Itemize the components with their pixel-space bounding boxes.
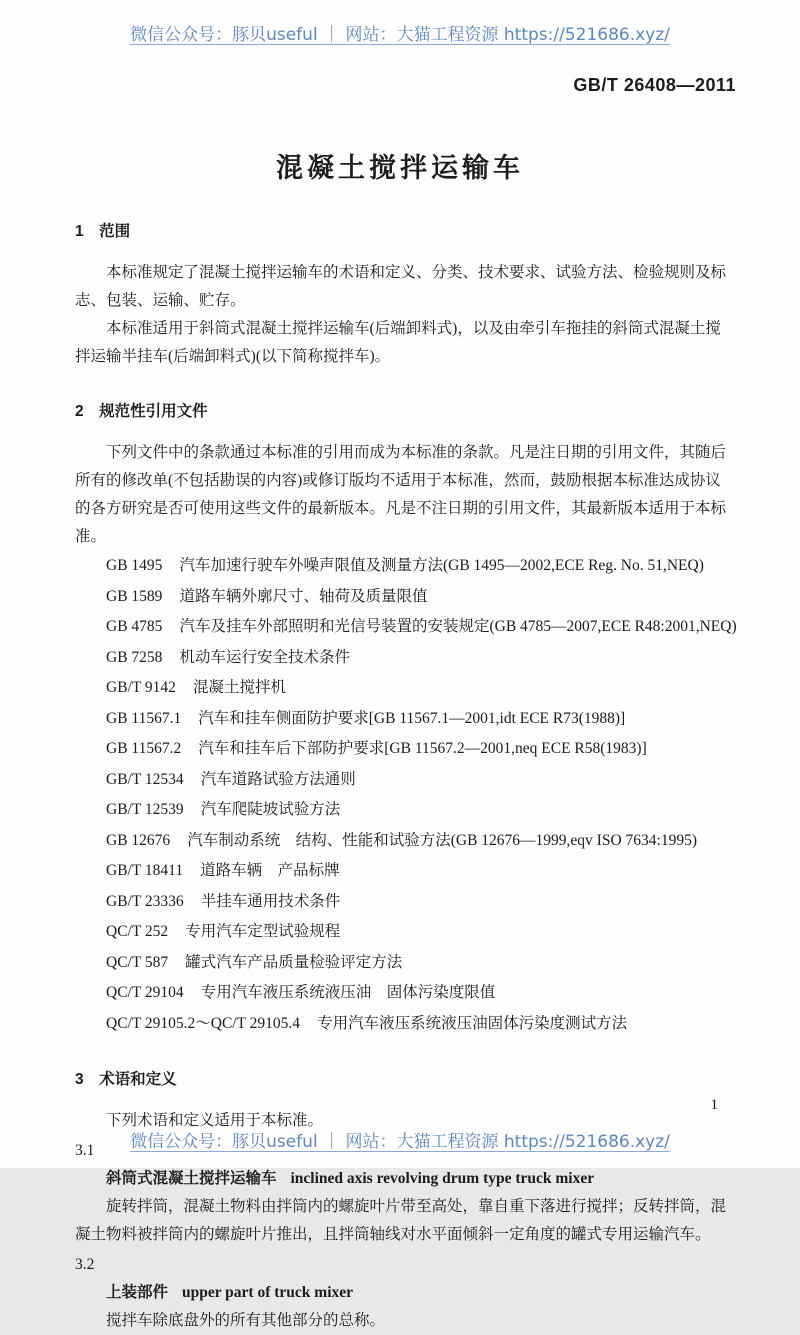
reference-item bbox=[106, 856, 736, 887]
term-zh: 上装部件 bbox=[106, 1284, 169, 1301]
reference-item bbox=[106, 978, 736, 1009]
document-body bbox=[75, 218, 736, 1335]
reference-title: 专用汽车液压系统液压油固体污染度测试方法 bbox=[317, 1014, 628, 1032]
reference-item bbox=[106, 1009, 736, 1040]
reference-code: GB 7258 bbox=[106, 648, 163, 666]
term-definition-3-2: 搅拌车除底盘外的所有其他部分的总称。 bbox=[106, 1312, 386, 1329]
reference-title: 汽车爬陡坡试验方法 bbox=[200, 801, 341, 818]
term-zh: 斜筒式混凝土搅拌运输车 bbox=[106, 1170, 277, 1187]
reference-title: 道路车辆 产品标牌 bbox=[200, 862, 340, 879]
reference-code: GB/T 12539 bbox=[106, 801, 184, 818]
term-heading-3-1 bbox=[75, 1165, 736, 1193]
section-2-intro: 下列文件中的条款通过本标准的引用而成为本标准的条款。凡是注日期的引用文件，其随后所有的修改单(不包括勘误的内容)或修订版均不适用于本标准，然而，鼓励根据本标准达成协议的各方研究是否可使用这些文件的最新版本。凡是不注日期的引用文件，其最新版本适用于本标准。 bbox=[75, 444, 727, 545]
reference-item bbox=[106, 704, 736, 735]
reference-title: 汽车和挂车后下部防护要求[GB 11567.2—2001,neq ECE R58(1983)] bbox=[198, 740, 647, 757]
reference-item bbox=[106, 887, 736, 918]
reference-list bbox=[75, 551, 736, 1039]
section-1-heading: 1 范围 bbox=[75, 223, 131, 240]
reference-code: GB 11567.1 bbox=[106, 709, 182, 727]
reference-item bbox=[106, 734, 736, 765]
reference-code: QC/T 29105.2～QC/T 29105.4 bbox=[106, 1014, 301, 1032]
reference-item bbox=[106, 612, 736, 643]
watermark-bottom: 微信公众号：豚贝useful ｜ 网站：大猫工程资源 https://521686.xyz/ bbox=[130, 1132, 670, 1152]
reference-code: GB 12676 bbox=[106, 831, 171, 849]
reference-item bbox=[106, 765, 736, 796]
reference-title: 半挂车通用技术条件 bbox=[200, 892, 341, 910]
reference-item bbox=[106, 551, 736, 582]
term-definition-3-1: 旋转拌筒，混凝土物料由拌筒内的螺旋叶片带至高处，靠自重下落进行搅拌；反转拌筒，混凝土物料被拌筒内的螺旋叶片推出，且拌筒轴线对水平面倾斜一定角度的罐式专用运输汽车。 bbox=[75, 1198, 727, 1243]
section-3-heading: 3 术语和定义 bbox=[75, 1071, 177, 1088]
term-en: upper part of truck mixer bbox=[181, 1284, 354, 1301]
reference-code: GB 1589 bbox=[106, 587, 163, 605]
reference-title: 专用汽车液压系统液压油 固体污染度限值 bbox=[200, 984, 496, 1001]
section-1-paragraph-2: 本标准适用于斜筒式混凝土搅拌运输车(后端卸料式)，以及由牵引车拖挂的斜筒式混凝土搅拌运输半挂车(后端卸料式)(以下简称搅拌车)。 bbox=[75, 320, 721, 365]
section-3-intro: 下列术语和定义适用于本标准。 bbox=[106, 1112, 324, 1129]
reference-code: GB/T 18411 bbox=[106, 862, 184, 879]
reference-item bbox=[106, 948, 736, 979]
reference-code: GB 4785 bbox=[106, 618, 163, 635]
reference-code: GB/T 12534 bbox=[106, 770, 184, 788]
reference-title: 汽车制动系统 结构、性能和试验方法(GB 12676—1999,eqv ISO 7634:1995) bbox=[187, 831, 697, 849]
reference-item bbox=[106, 826, 736, 857]
reference-item bbox=[106, 673, 736, 704]
reference-code: GB/T 23336 bbox=[106, 892, 184, 910]
reference-item bbox=[106, 917, 736, 948]
reference-title: 混凝土搅拌机 bbox=[192, 679, 286, 696]
reference-code: GB 1495 bbox=[106, 557, 163, 574]
section-2-heading: 2 规范性引用文件 bbox=[75, 403, 208, 420]
reference-title: 专用汽车定型试验规程 bbox=[185, 923, 341, 940]
reference-code: QC/T 587 bbox=[106, 953, 169, 971]
watermark-top: 微信公众号：豚贝useful ｜ 网站：大猫工程资源 https://521686.xyz/ bbox=[130, 25, 670, 45]
reference-code: QC/T 29104 bbox=[106, 984, 184, 1001]
term-heading-3-2 bbox=[75, 1279, 736, 1307]
reference-code: GB/T 9142 bbox=[106, 679, 176, 696]
reference-code: QC/T 252 bbox=[106, 923, 169, 940]
standard-number: GB/T 26408—2011 bbox=[573, 75, 736, 95]
reference-title: 机动车运行安全技术条件 bbox=[179, 648, 350, 666]
reference-title: 汽车和挂车侧面防护要求[GB 11567.1—2001,idt ECE R73(1988)] bbox=[198, 709, 626, 727]
reference-item bbox=[106, 582, 736, 613]
reference-title: 汽车加速行驶车外噪声限值及测量方法(GB 1495—2002,ECE Reg. No. 51,NEQ) bbox=[179, 557, 704, 574]
term-en: inclined axis revolving drum type truck mixer bbox=[290, 1170, 595, 1187]
reference-title: 罐式汽车产品质量检验评定方法 bbox=[185, 953, 403, 971]
reference-title: 道路车辆外廓尺寸、轴荷及质量限值 bbox=[179, 587, 428, 605]
page-number: 1 bbox=[710, 1097, 718, 1113]
reference-title: 汽车道路试验方法通则 bbox=[200, 770, 356, 788]
reference-item bbox=[106, 643, 736, 674]
document-title: 混凝土搅拌运输车 bbox=[276, 153, 524, 183]
reference-code: GB 11567.2 bbox=[106, 740, 182, 757]
term-number-3-2: 3.2 bbox=[75, 1256, 95, 1273]
reference-title: 汽车及挂车外部照明和光信号装置的安装规定(GB 4785—2007,ECE R48:2001,NEQ) bbox=[179, 618, 737, 635]
reference-item bbox=[106, 795, 736, 826]
term-number-3-1: 3.1 bbox=[75, 1142, 95, 1159]
section-1-paragraph-1: 本标准规定了混凝土搅拌运输车的术语和定义、分类、技术要求、试验方法、检验规则及标志、包装、运输、贮存。 bbox=[75, 264, 727, 309]
